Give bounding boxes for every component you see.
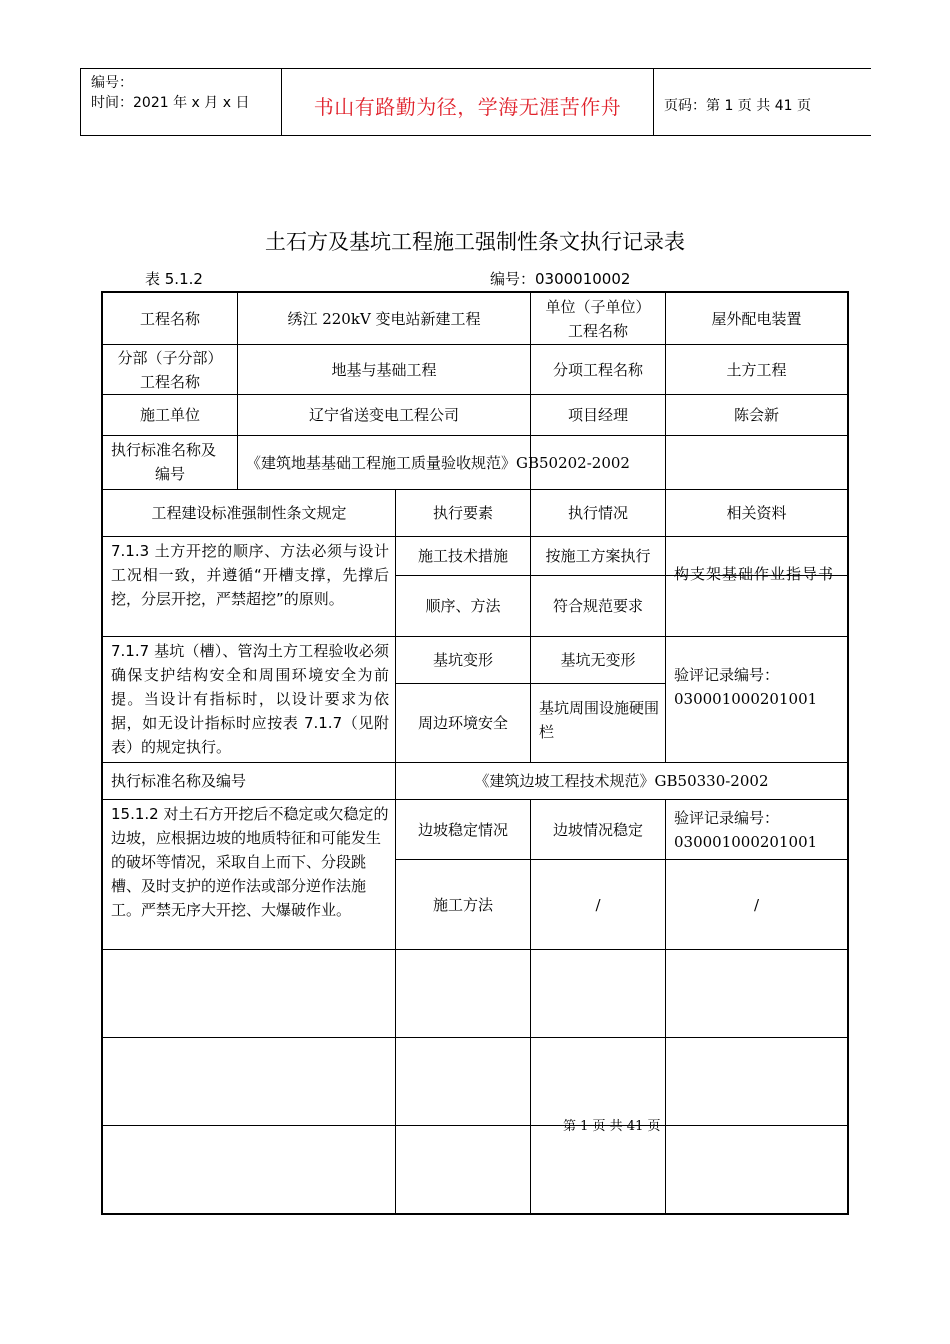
- division-value: 地基与基础工程: [331, 360, 437, 379]
- pm-value: 陈会新: [733, 406, 779, 424]
- c717-docs-number: 030001000201001: [674, 690, 818, 708]
- page-footer: 第 1 页 共 41 页: [563, 1119, 661, 1134]
- contractor-label: 施工单位: [139, 406, 200, 424]
- c717-status-1: 基坑无变形: [560, 651, 636, 669]
- unit-label: [531, 293, 665, 344]
- c717-docs: [666, 637, 847, 762]
- c1512-status-2: /: [595, 895, 601, 914]
- c1512-docs: [666, 800, 847, 859]
- standard-label-line1: 执行标准名称及: [111, 441, 217, 459]
- item-value: 土方工程: [726, 360, 787, 379]
- document-title: 土石方及基坑工程施工强制性条文执行记录表: [265, 230, 685, 254]
- c1512-element-2: 施工方法: [432, 895, 493, 914]
- c717-docs-label: 验评记录编号：: [674, 666, 780, 684]
- c1512-docs-number: 030001000201001: [674, 833, 818, 851]
- project-name-label: 工程名称: [139, 309, 200, 328]
- page-info: 页码：第 1 页 共 41 页: [664, 98, 811, 114]
- division-label: [103, 345, 237, 394]
- clause-15-1-2: 15.1.2 对土石方开挖后不稳定或欠稳定的边坡，应根据边坡的地质特征和可能发生的破坏等情况，采取自上而下、分段跳槽、及时支护的逆作法或部分逆作法施工。严禁无序大开挖、大爆破作业。: [111, 805, 389, 919]
- c713-status-1: 按施工方案执行: [545, 547, 651, 565]
- standard-label: [103, 436, 237, 489]
- document-number: 编号：0300010002: [490, 270, 631, 288]
- header-page-cell: [654, 69, 871, 135]
- c717-element-1: 基坑变形: [432, 651, 493, 669]
- c717-status-2: 基坑周围设施硬围栏: [539, 699, 660, 741]
- motto-text: 书山有路勤为径，学海无涯苦作舟: [313, 95, 622, 119]
- table-number: 表 5.1.2: [145, 270, 203, 288]
- col-header-element: 执行要素: [432, 504, 493, 522]
- time-label: 时间：2021 年 x 月 x 日: [91, 95, 250, 111]
- unit-value: 屋外配电装置: [711, 309, 802, 328]
- standard2-label: 执行标准名称及编号: [111, 772, 247, 790]
- record-table: [101, 291, 849, 1215]
- division-label-line1: 分部（子分部）: [117, 348, 223, 367]
- c713-docs: 构支架基础作业指导书: [674, 565, 835, 583]
- c1512-docs-label: 验评记录编号：: [674, 809, 780, 827]
- c713-status-2: 符合规范要求: [552, 597, 643, 615]
- standard2-value: 《建筑边坡工程技术规范》GB50330-2002: [474, 772, 769, 790]
- clause-7-1-7: 7.1.7 基坑（槽）、管沟土方工程验收必须确保支护结构安全和周围环境安全为前提。当设计有指标时，以设计要求为依据，如无设计指标时应按表 7.1.7（见附表）的规定执行。: [111, 642, 389, 756]
- clause-7-1-3: 7.1.3 土方开挖的顺序、方法必须与设计工况相一致，并遵循“开槽支撑，先撑后挖，分层开挖，严禁超挖”的原则。: [111, 542, 389, 608]
- project-name-value: 绣江 220kV 变电站新建工程: [287, 309, 481, 328]
- header-meta-cell: [81, 69, 282, 135]
- c713-element-1: 施工技术措施: [417, 547, 508, 565]
- standard-value: 《建筑地基基础工程施工质量验收规范》GB50202-2002: [246, 453, 630, 472]
- c1512-element-1: 边坡稳定情况: [417, 820, 508, 839]
- item-label: 分项工程名称: [552, 360, 643, 379]
- col-header-status: 执行情况: [567, 504, 628, 522]
- pm-label: 项目经理: [567, 406, 628, 424]
- division-label-line2: 工程名称: [139, 372, 200, 391]
- c1512-docs-2: /: [753, 895, 760, 914]
- c713-element-2: 顺序、方法: [425, 597, 501, 615]
- unit-label-line2: 工程名称: [567, 321, 628, 340]
- c717-element-2: 周边环境安全: [417, 714, 508, 732]
- page-header: [80, 68, 871, 136]
- contractor-value: 辽宁省送变电工程公司: [308, 406, 459, 424]
- c1512-status-1: 边坡情况稳定: [552, 820, 643, 839]
- standard-label-line2: 编号: [155, 465, 186, 483]
- unit-label-line1: 单位（子单位）: [545, 297, 651, 316]
- col-header-docs: 相关资料: [726, 504, 787, 522]
- col-header-clause: 工程建设标准强制性条文规定: [151, 504, 347, 522]
- header-motto-cell: [282, 69, 654, 135]
- number-label: 编号：: [91, 75, 133, 91]
